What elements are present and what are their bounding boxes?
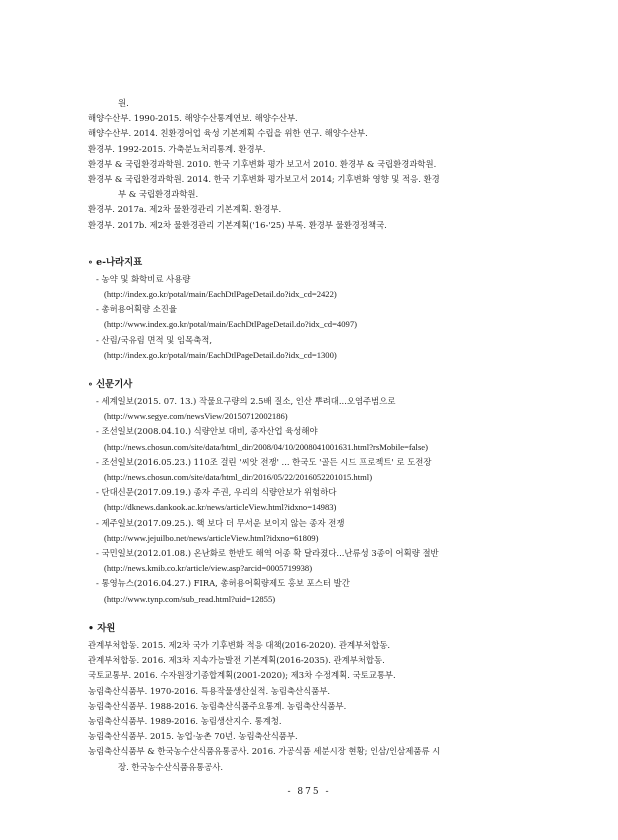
source-url[interactable]: (http://index.go.kr/potal/main/EachDtlPageDetail.do?idx_cd=1300) bbox=[104, 349, 337, 360]
source-label: - 산림/국유림 면적 및 임목축적, bbox=[96, 334, 213, 345]
section-heading: • 자원 bbox=[88, 622, 116, 634]
article-label: - 통영뉴스(2016.04.27.) FIRA, 총허용어획량제도 홍보 포스터 발간 bbox=[96, 578, 350, 589]
reference-line: 농림축산식품부. 1988-2016. 농림축산식품주요통계. 농림축산식품부. bbox=[88, 700, 347, 711]
article-url[interactable]: (http://www.tynp.com/sub_read.html?uid=12855) bbox=[104, 593, 276, 604]
reference-line: 국토교통부. 2016. 수자원장기종합계획(2001-2020); 제3차 수정계획. 국토교통부. bbox=[88, 670, 396, 681]
reference-line: 환경부 & 국립환경과학원. 2010. 한국 기후변화 평가 보고서 2010. 환경부 & 국립환경과학원. bbox=[88, 158, 437, 169]
page-number: - 875 - bbox=[287, 787, 331, 797]
article-url[interactable]: (http://www.segye.com/newsView/20150712002186) bbox=[104, 411, 288, 422]
document-body bbox=[88, 96, 528, 775]
reference-line: 관계부처합동. 2015. 제2차 국가 기후변화 적응 대책(2016-2020). 관계부처합동. bbox=[88, 639, 391, 650]
reference-line: 해양수산부. 1990-2015. 해양수산통계연보. 해양수산부. bbox=[88, 113, 298, 124]
section-news-articles bbox=[88, 377, 528, 607]
source-url[interactable]: (http://index.go.kr/potal/main/EachDtlPageDetail.do?idx_cd=2422) bbox=[104, 289, 337, 300]
section-heading: ∘ 신문기사 bbox=[88, 379, 133, 391]
reference-line: 부 & 국립환경과학원. bbox=[118, 189, 199, 200]
reference-line: 해양수산부. 2014. 친환경어업 육성 기본계획 수립을 위한 연구. 해양수산부. bbox=[88, 128, 368, 139]
article-url[interactable]: (http://dknews.dankook.ac.kr/news/articleView.html?idxno=14983) bbox=[104, 502, 337, 513]
reference-line: 농림축산식품부. 1970-2016. 특용작물생산실적. 농림축산식품부. bbox=[88, 685, 331, 696]
article-label: - 국민일보(2012.01.08.) 온난화로 한반도 해역 어종 확 달라졌다...난류성 3종이 어획량 절반 bbox=[96, 548, 439, 559]
article-url[interactable]: (http://www.jejuilbo.net/news/articleView.html?idxno=61809) bbox=[104, 532, 319, 543]
article-label: - 단대신문(2017.09.19.) 종자 주권, 우리의 식량안보가 위험하다 bbox=[96, 487, 337, 498]
section-e-nara-indicators bbox=[88, 255, 528, 363]
reference-line: 장. 한국농수산식품유통공사. bbox=[118, 761, 224, 772]
reference-list-top bbox=[88, 96, 528, 233]
article-label: - 제주일보(2017.09.25.). 핵 보다 더 무서운 보이지 않는 종자 전쟁 bbox=[96, 517, 345, 528]
section-heading: ∘ e-나라지표 bbox=[88, 256, 143, 268]
reference-line: 농림축산식품부 & 한국농수산식품유통공사. 2016. 가공식품 세분시장 현황; 인삼/인삼제품류 시 bbox=[88, 746, 441, 757]
reference-line: 원. bbox=[118, 98, 129, 108]
reference-line: 환경부. 2017b. 제2차 물환경관리 기본계획('16-'25) 부록. 환경부 물환경정책국. bbox=[88, 219, 387, 230]
source-url[interactable]: (http://www.index.go.kr/potal/main/EachDtlPageDetail.do?idx_cd=4097) bbox=[104, 319, 357, 330]
article-url[interactable]: (http://news.chosun.com/site/data/html_dir/2008/04/10/2008041001631.html?rsMobile=false) bbox=[104, 441, 428, 452]
article-label: - 조선일보(2016.05.23.) 110조 걸린 '씨앗 전쟁' ... 한국도 '골든 시드 프로젝트' 로 도전장 bbox=[96, 456, 432, 467]
article-url[interactable]: (http://news.kmib.co.kr/article/view.asp?arcid=0005719938) bbox=[104, 563, 313, 574]
article-url[interactable]: (http://news.chosun.com/site/data/html_dir/2016/05/22/2016052201015.html) bbox=[104, 472, 373, 483]
reference-line: 농림축산식품부. 2015. 농업·농촌 70년. 농림축산식품부. bbox=[88, 731, 298, 742]
reference-line: 환경부. 2017a. 제2차 물환경관리 기본계획. 환경부. bbox=[88, 204, 282, 215]
reference-line: 관계부처합동. 2016. 제3차 지속가능발전 기본계획(2016-2035). 관계부처합동. bbox=[88, 655, 385, 666]
reference-line: 환경부. 1992-2015. 가축분뇨처리통계. 환경부. bbox=[88, 143, 266, 154]
section-resources bbox=[88, 621, 528, 775]
reference-line: 환경부 & 국립환경과학원. 2014. 한국 기후변화 평가보고서 2014; 기후변화 영향 및 적응. 환경 bbox=[88, 174, 440, 185]
source-label: - 총허용어획량 소진율 bbox=[96, 304, 177, 315]
source-label: - 농약 및 화학비료 사용량 bbox=[96, 273, 191, 284]
article-label: - 세계일보(2015. 07. 13.) 작물요구량의 2.5배 질소, 인산 뿌려대...오염주범으로 bbox=[96, 396, 396, 407]
reference-line: 농림축산식품부. 1989-2016. 농림생산지수. 통계청. bbox=[88, 715, 282, 726]
article-label: - 조선일보(2008.04.10.) 식량안보 대비, 종자산업 육성해야 bbox=[96, 426, 318, 437]
